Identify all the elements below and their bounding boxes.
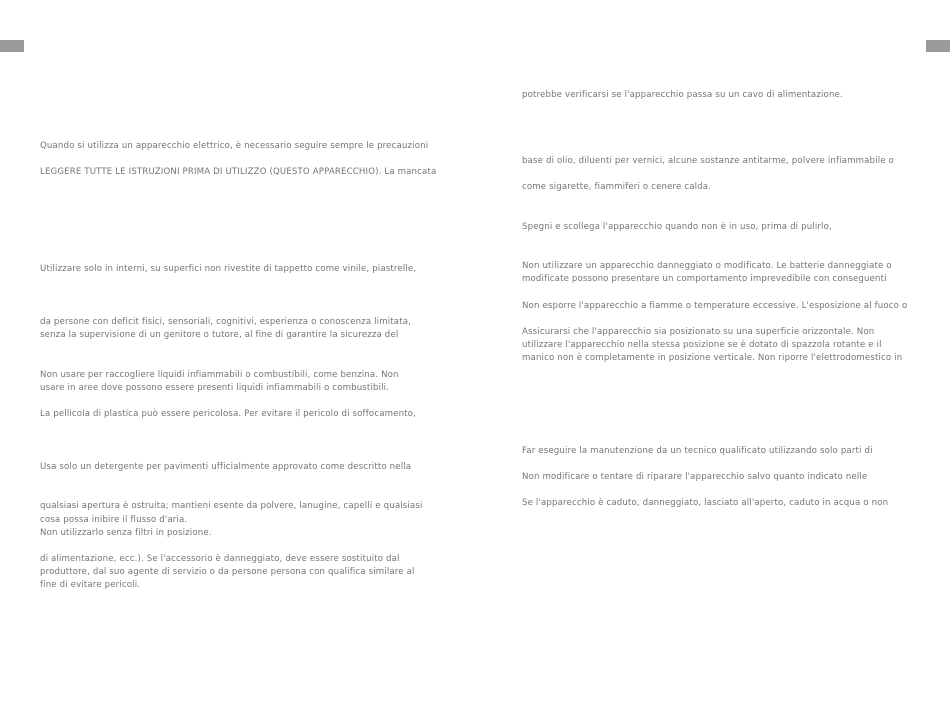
right-text-line: utilizzare l'apparecchio nella stessa posizione se è dotato di spazzola rotante e il (522, 340, 882, 350)
right-text-line: come sigarette, fiammiferi o cenere calda. (522, 182, 712, 192)
left-text-line: Utilizzare solo in interni, su superfici non rivestite di tappetto come vinile, piastrelle, (40, 264, 417, 274)
right-text-line: Non modificare o tentare di riparare l'apparecchio salvo quanto indicato nelle (522, 472, 868, 482)
left-text-line: Quando si utilizza un apparecchio elettrico, è necessario seguire sempre le precauzioni (40, 141, 429, 151)
left-text-line: senza la supervisione di un genitore o tutore, al fine di garantire la sicurezza del (40, 330, 399, 340)
left-text-line: Non usare per raccogliere liquidi infiammabili o combustibili, come benzina. Non (40, 370, 399, 380)
right-text-line: Non esporre l'apparecchio a fiamme o temperature eccessive. L'esposizione al fuoco o (522, 301, 908, 311)
left-text-line: di alimentazione, ecc.). Se l'accessorio è danneggiato, deve essere sostituito dal (40, 554, 400, 564)
page-tab-left (0, 40, 24, 52)
left-text-line: Usa solo un detergente per pavimenti ufficialmente approvato come descritto nella (40, 462, 412, 472)
left-text-line: da persone con deficit fisici, sensoriali, cognitivi, esperienza o conoscenza limitata, (40, 317, 412, 327)
left-text-line: produttore, dal suo agente di servizio o da persone persona con qualifica similare al (40, 567, 415, 577)
right-text-line: Far eseguire la manutenzione da un tecnico qualificato utilizzando solo parti di (522, 446, 873, 456)
left-text-line: LEGGERE TUTTE LE ISTRUZIONI PRIMA DI UTILIZZO (QUESTO APPARECCHIO). La mancata (40, 167, 437, 177)
left-text-line: Non utilizzarlo senza filtri in posizione. (40, 528, 212, 538)
right-text-line: manico non è completamente in posizione verticale. Non riporre l'elettrodomestico in (522, 353, 903, 363)
right-text-line: potrebbe verificarsi se l'apparecchio passa su un cavo di alimentazione. (522, 90, 843, 100)
page-tab-right (926, 40, 950, 52)
left-text-line: qualsiasi apertura è ostruita; mantieni esente da polvere, lanugine, capelli e qualsiasi (40, 501, 423, 511)
right-text-line: Assicurarsi che l'apparecchio sia posizionato su una superficie orizzontale. Non (522, 327, 875, 337)
left-text-line: fine di evitare pericoli. (40, 580, 141, 590)
right-text-line: Se l'apparecchio è caduto, danneggiato, lasciato all'aperto, caduto in acqua o non (522, 498, 889, 508)
right-text-line: modificate possono presentare un comportamento imprevedibile con conseguenti (522, 274, 887, 284)
right-text-line: base di olio, diluenti per vernici, alcune sostanze antitarme, polvere infiammabile o (522, 156, 894, 166)
left-text-line: cosa possa inibire il flusso d'aria. (40, 515, 188, 525)
left-text-line: La pellicola di plastica può essere pericolosa. Per evitare il pericolo di soffocamento, (40, 409, 416, 419)
right-text-line: Non utilizzare un apparecchio danneggiato o modificato. Le batterie danneggiate o (522, 261, 892, 271)
right-text-line: Spegni e scollega l'apparecchio quando non è in uso, prima di pulirlo, (522, 222, 832, 232)
left-text-line: usare in aree dove possono essere presenti liquidi infiammabili o combustibili. (40, 383, 390, 393)
